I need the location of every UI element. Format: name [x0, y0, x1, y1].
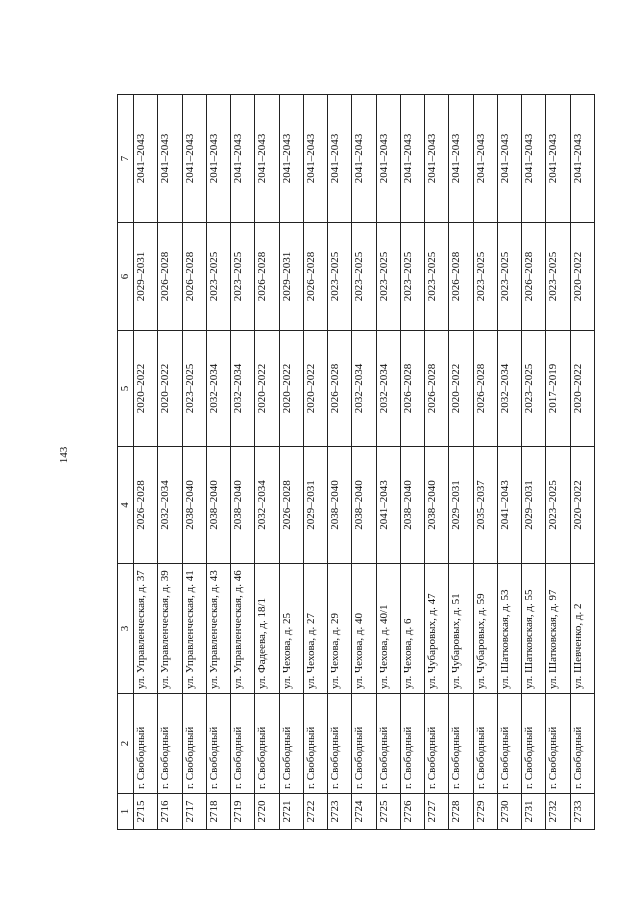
- table-cell: 2041–2043: [303, 95, 327, 223]
- table-cell: 2023–2025: [497, 223, 521, 331]
- table-cell: 2041–2043: [376, 447, 400, 564]
- table-cell: 2728: [449, 794, 473, 830]
- table-cell: 2023–2025: [182, 331, 206, 447]
- table-cell: 2017–2019: [546, 331, 570, 447]
- table-cell: 2032–2034: [206, 331, 230, 447]
- table-cell: 2023–2025: [473, 223, 497, 331]
- table-cell: 2732: [546, 794, 570, 830]
- table-cell: ул. Управленческая, д. 37: [134, 564, 158, 694]
- table-cell: г. Свободный: [546, 694, 570, 794]
- table-row: [522, 95, 546, 830]
- table-cell: 2041–2043: [425, 95, 449, 223]
- table-row: [134, 95, 158, 830]
- table-cell: 2020–2022: [134, 331, 158, 447]
- table-cell: 2023–2025: [328, 223, 352, 331]
- table-cell: 2023–2025: [231, 223, 255, 331]
- table-cell: 2038–2040: [231, 447, 255, 564]
- table-cell: 2038–2040: [425, 447, 449, 564]
- table-cell: 2026–2028: [255, 223, 279, 331]
- table-cell: ул. Шатковская, д. 53: [497, 564, 521, 694]
- table-row: [303, 95, 327, 830]
- table-cell: 2723: [328, 794, 352, 830]
- table-cell: 2038–2040: [400, 447, 424, 564]
- table-cell: 2038–2040: [182, 447, 206, 564]
- table-cell: 2032–2034: [376, 331, 400, 447]
- table-cell: г. Свободный: [352, 694, 376, 794]
- table-row: [425, 95, 449, 830]
- table-cell: 2026–2028: [473, 331, 497, 447]
- table-cell: 2023–2025: [376, 223, 400, 331]
- table-row: [497, 95, 521, 830]
- table-cell: ул. Фадеева, д. 18/1: [255, 564, 279, 694]
- table-cell: ул. Чехова, д. 6: [400, 564, 424, 694]
- table-cell: ул. Чубаровых, д. 51: [449, 564, 473, 694]
- table-cell: г. Свободный: [449, 694, 473, 794]
- table-cell: 2020–2022: [158, 331, 182, 447]
- table-cell: 2721: [279, 794, 303, 830]
- table-cell: 2729: [473, 794, 497, 830]
- table-cell: 2035–2037: [473, 447, 497, 564]
- column-header: 7: [118, 95, 134, 223]
- table-row: [158, 95, 182, 830]
- table-row: [182, 95, 206, 830]
- table-row: [570, 95, 595, 830]
- table-cell: 2041–2043: [328, 95, 352, 223]
- table-cell: 2023–2025: [546, 223, 570, 331]
- table-cell: 2722: [303, 794, 327, 830]
- table-cell: ул. Управленческая, д. 41: [182, 564, 206, 694]
- schedule-table: [117, 94, 595, 830]
- table-cell: 2041–2043: [255, 95, 279, 223]
- table-cell: 2041–2043: [522, 95, 546, 223]
- table-cell: 2032–2034: [255, 447, 279, 564]
- table-cell: 2041–2043: [206, 95, 230, 223]
- table-cell: 2724: [352, 794, 376, 830]
- table-cell: г. Свободный: [570, 694, 595, 794]
- table-row: [255, 95, 279, 830]
- table-cell: 2038–2040: [206, 447, 230, 564]
- table-cell: 2029–2031: [134, 223, 158, 331]
- table-cell: г. Свободный: [206, 694, 230, 794]
- table-cell: 2041–2043: [279, 95, 303, 223]
- table-cell: 2026–2028: [303, 223, 327, 331]
- table-cell: 2026–2028: [425, 331, 449, 447]
- table-cell: г. Свободный: [473, 694, 497, 794]
- table-cell: 2032–2034: [158, 447, 182, 564]
- table-cell: 2026–2028: [400, 331, 424, 447]
- table-cell: 2720: [255, 794, 279, 830]
- table-cell: ул. Чубаровых, д. 59: [473, 564, 497, 694]
- table-cell: г. Свободный: [231, 694, 255, 794]
- table-cell: 2726: [400, 794, 424, 830]
- table-cell: 2029–2031: [522, 447, 546, 564]
- table-cell: 2026–2028: [134, 447, 158, 564]
- table-row: [279, 95, 303, 830]
- table-cell: 2026–2028: [158, 223, 182, 331]
- table-cell: 2041–2043: [182, 95, 206, 223]
- column-header: 1: [118, 794, 134, 830]
- table-cell: 2718: [206, 794, 230, 830]
- table-row: [231, 95, 255, 830]
- table-container: [117, 95, 595, 830]
- table-cell: 2023–2025: [206, 223, 230, 331]
- table-cell: 2041–2043: [376, 95, 400, 223]
- table-cell: 2026–2028: [279, 447, 303, 564]
- table-cell: г. Свободный: [497, 694, 521, 794]
- page-number: 143: [58, 446, 70, 464]
- table-cell: 2026–2028: [182, 223, 206, 331]
- table-cell: г. Свободный: [279, 694, 303, 794]
- table-header-row: [118, 95, 134, 830]
- table-cell: 2041–2043: [158, 95, 182, 223]
- table-cell: 2029–2031: [303, 447, 327, 564]
- table-cell: 2715: [134, 794, 158, 830]
- table-cell: 2023–2025: [400, 223, 424, 331]
- table-cell: ул. Шевченко, д. 2: [570, 564, 595, 694]
- table-row: [449, 95, 473, 830]
- table-cell: 2029–2031: [449, 447, 473, 564]
- table-cell: г. Свободный: [158, 694, 182, 794]
- table-cell: ул. Управленческая, д. 39: [158, 564, 182, 694]
- table-cell: 2041–2043: [570, 95, 595, 223]
- table-cell: ул. Чехова, д. 40: [352, 564, 376, 694]
- table-cell: ул. Чехова, д. 25: [279, 564, 303, 694]
- table-cell: 2041–2043: [497, 95, 521, 223]
- column-header: 3: [118, 564, 134, 694]
- table-row: [352, 95, 376, 830]
- table-row: [376, 95, 400, 830]
- table-cell: 2041–2043: [231, 95, 255, 223]
- table-cell: 2038–2040: [328, 447, 352, 564]
- table-cell: 2020–2022: [570, 223, 595, 331]
- table-row: [473, 95, 497, 830]
- column-header: 2: [118, 694, 134, 794]
- column-header: 6: [118, 223, 134, 331]
- table-cell: 2038–2040: [352, 447, 376, 564]
- table-cell: 2730: [497, 794, 521, 830]
- table-cell: 2026–2028: [328, 331, 352, 447]
- table-cell: 2041–2043: [497, 447, 521, 564]
- table-cell: 2023–2025: [425, 223, 449, 331]
- table-cell: 2023–2025: [546, 447, 570, 564]
- table-cell: г. Свободный: [182, 694, 206, 794]
- table-cell: 2727: [425, 794, 449, 830]
- table-cell: г. Свободный: [376, 694, 400, 794]
- table-cell: 2041–2043: [352, 95, 376, 223]
- table-cell: 2029–2031: [279, 223, 303, 331]
- table-cell: г. Свободный: [303, 694, 327, 794]
- table-cell: 2041–2043: [546, 95, 570, 223]
- table-cell: 2026–2028: [522, 223, 546, 331]
- column-header: 5: [118, 331, 134, 447]
- table-cell: 2041–2043: [134, 95, 158, 223]
- table-row: [328, 95, 352, 830]
- table-cell: 2733: [570, 794, 595, 830]
- table-cell: 2026–2028: [449, 223, 473, 331]
- table-cell: ул. Шатковская, д. 55: [522, 564, 546, 694]
- table-cell: 2032–2034: [497, 331, 521, 447]
- table-cell: г. Свободный: [400, 694, 424, 794]
- table-cell: 2023–2025: [522, 331, 546, 447]
- table-cell: ул. Чехова, д. 29: [328, 564, 352, 694]
- table-cell: г. Свободный: [328, 694, 352, 794]
- table-cell: 2023–2025: [352, 223, 376, 331]
- table-cell: 2020–2022: [449, 331, 473, 447]
- table-cell: г. Свободный: [522, 694, 546, 794]
- table-cell: 2032–2034: [352, 331, 376, 447]
- table-cell: ул. Шатковская, д. 97: [546, 564, 570, 694]
- table-cell: 2041–2043: [473, 95, 497, 223]
- table-cell: 2716: [158, 794, 182, 830]
- table-cell: 2719: [231, 794, 255, 830]
- table-cell: 2725: [376, 794, 400, 830]
- table-cell: 2020–2022: [255, 331, 279, 447]
- table-body: [134, 95, 595, 830]
- column-header: 4: [118, 447, 134, 564]
- table-cell: ул. Чехова, д. 27: [303, 564, 327, 694]
- table-cell: 2731: [522, 794, 546, 830]
- table-cell: ул. Управленческая, д. 43: [206, 564, 230, 694]
- table-row: [206, 95, 230, 830]
- table-row: [546, 95, 570, 830]
- table-cell: 2020–2022: [570, 331, 595, 447]
- table-cell: 2041–2043: [400, 95, 424, 223]
- table-cell: 2032–2034: [231, 331, 255, 447]
- table-cell: ул. Управленческая, д. 46: [231, 564, 255, 694]
- table-row: [400, 95, 424, 830]
- table-cell: г. Свободный: [255, 694, 279, 794]
- table-cell: 2041–2043: [449, 95, 473, 223]
- table-cell: ул. Чубаровых, д. 47: [425, 564, 449, 694]
- table-cell: ул. Чехова, д. 40/1: [376, 564, 400, 694]
- table-cell: г. Свободный: [134, 694, 158, 794]
- table-cell: 2020–2022: [303, 331, 327, 447]
- table-cell: г. Свободный: [425, 694, 449, 794]
- table-cell: 2717: [182, 794, 206, 830]
- table-cell: 2020–2022: [279, 331, 303, 447]
- table-cell: 2020–2022: [570, 447, 595, 564]
